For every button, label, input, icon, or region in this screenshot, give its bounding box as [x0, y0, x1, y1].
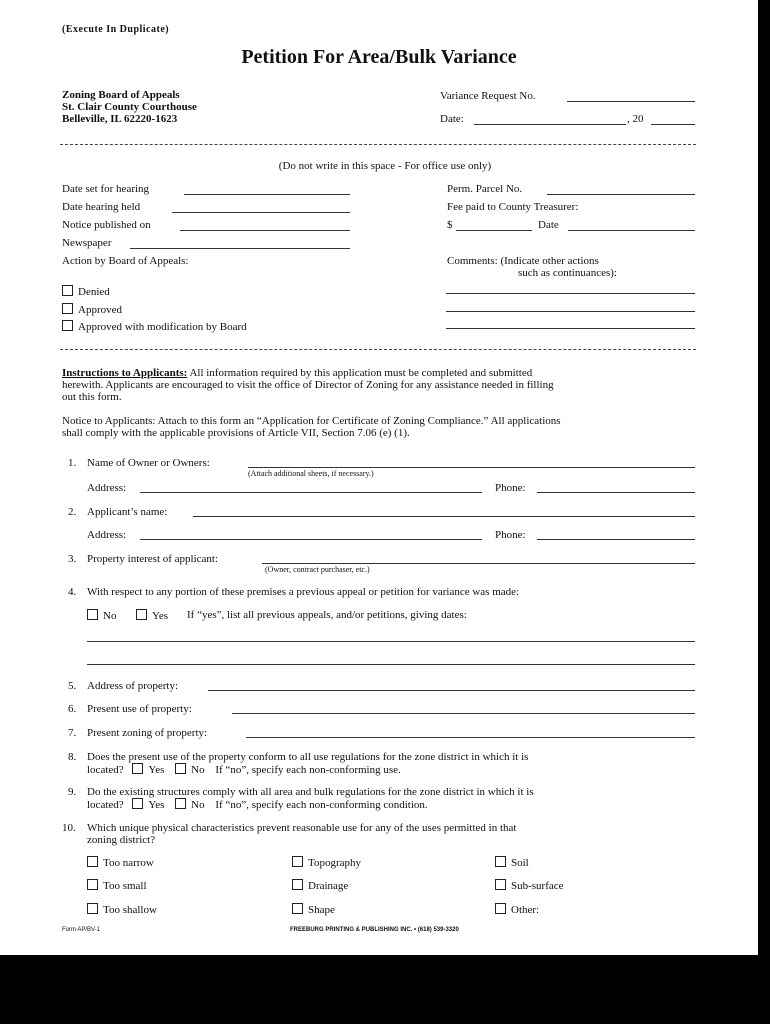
q9-line2: located? Yes No If “no”, specify each non-conforming condition.	[87, 799, 428, 811]
drainage-checkbox[interactable]	[292, 879, 303, 890]
date-set-hearing-label: Date set for hearing	[62, 183, 150, 195]
comments-label-line1: Comments: (Indicate other actions	[447, 255, 599, 267]
action-denied[interactable]: Denied	[62, 285, 110, 298]
date-set-hearing-field[interactable]	[184, 194, 350, 195]
date-hearing-held-field[interactable]	[172, 212, 350, 213]
fee-amount-field[interactable]	[456, 230, 532, 231]
option-shape[interactable]: Shape	[292, 903, 335, 916]
present-zoning-field[interactable]	[246, 737, 695, 738]
other-checkbox[interactable]	[495, 903, 506, 914]
applicant-address-field[interactable]	[140, 539, 482, 540]
variance-request-label: Variance Request No.	[440, 90, 536, 102]
q1-phone-label: Phone:	[495, 482, 526, 494]
comments-line-2[interactable]	[446, 311, 695, 312]
q2-label: Applicant’s name:	[87, 506, 168, 518]
q4-label: With respect to any portion of these premises a previous appeal or petition for variance was made:	[87, 586, 520, 598]
date-label: Date:	[440, 113, 464, 125]
q5-number: 5.	[68, 680, 77, 692]
q10-number: 10.	[62, 822, 76, 834]
owner-address-field[interactable]	[140, 492, 482, 493]
action-approved[interactable]: Approved	[62, 303, 122, 316]
q8-yes-checkbox[interactable]	[132, 763, 143, 774]
owner-name-field[interactable]	[248, 467, 695, 468]
notice-published-label: Notice published on	[62, 219, 151, 231]
too-shallow-checkbox[interactable]	[87, 903, 98, 914]
q9-yes-option[interactable]: Yes	[132, 799, 164, 811]
q8-yes-option[interactable]: Yes	[132, 764, 164, 776]
form-title: Petition For Area/Bulk Variance	[241, 46, 517, 68]
dollar-sign: $	[447, 219, 453, 231]
q8-label: Does the present use of the property conform to all use regulations for the zone district in which it is	[87, 751, 529, 763]
q4-yes-checkbox[interactable]	[136, 609, 147, 620]
q8-no-checkbox[interactable]	[175, 763, 186, 774]
date-hearing-held-label: Date hearing held	[62, 201, 141, 213]
sub-surface-checkbox[interactable]	[495, 879, 506, 890]
addressee-line3: Belleville, IL 62220-1623	[62, 113, 178, 125]
execute-note: (Execute In Duplicate)	[62, 24, 170, 35]
q9-label: Do the existing structures comply with all area and bulk regulations for the zone district in which it is	[87, 786, 534, 798]
notice-line2: shall comply with the applicable provisions of Article VII, Section 7.06 (e) (1).	[62, 427, 410, 439]
instructions-line2: herewith. Applicants are encouraged to visit the office of Director of Zoning for any assistance needed in filling	[62, 379, 554, 391]
parcel-no-field[interactable]	[547, 194, 695, 195]
newspaper-field[interactable]	[130, 248, 350, 249]
q9-no-option[interactable]: No	[175, 799, 204, 811]
present-use-field[interactable]	[232, 713, 695, 714]
applicant-name-field[interactable]	[193, 516, 695, 517]
previous-appeals-line-2[interactable]	[87, 664, 695, 665]
printer-credit: FREEBURG PRINTING & PUBLISHING INC. • (618) 539-3320	[290, 927, 459, 933]
option-other[interactable]: Other:	[495, 903, 539, 916]
office-use-heading: (Do not write in this space - For office use only)	[278, 160, 492, 172]
too-narrow-checkbox[interactable]	[87, 856, 98, 867]
checkbox-approved[interactable]	[62, 303, 73, 314]
q3-label: Property interest of applicant:	[87, 553, 219, 565]
q5-label: Address of property:	[87, 680, 179, 692]
notice-published-field[interactable]	[180, 230, 350, 231]
action-board-label: Action by Board of Appeals:	[62, 255, 189, 267]
checkbox-approved-mod[interactable]	[62, 320, 73, 331]
date-field[interactable]	[474, 124, 626, 125]
previous-appeals-line-1[interactable]	[87, 641, 695, 642]
q3-number: 3.	[68, 553, 77, 565]
scan-edge-right	[758, 0, 770, 1024]
q8-line2: located? Yes No If “no”, specify each non-conforming use.	[87, 764, 401, 776]
too-small-checkbox[interactable]	[87, 879, 98, 890]
form-number: Form AP/BV-1	[62, 927, 101, 933]
q2-number: 2.	[68, 506, 77, 518]
q10-label-line2: zoning district?	[87, 834, 156, 846]
newspaper-label: Newspaper	[62, 237, 112, 249]
topography-checkbox[interactable]	[292, 856, 303, 867]
comments-line-1[interactable]	[446, 293, 695, 294]
variance-request-field[interactable]	[567, 101, 695, 102]
option-sub-surface[interactable]: Sub-surface	[495, 879, 564, 892]
q9-yes-checkbox[interactable]	[132, 798, 143, 809]
instructions-line1: Instructions to Applicants: All information required by this application must be completed and submitted	[62, 367, 533, 379]
q4-no-checkbox[interactable]	[87, 609, 98, 620]
q8-no-option[interactable]: No	[175, 764, 204, 776]
q1-number: 1.	[68, 457, 77, 469]
action-approved-mod[interactable]: Approved with modification by Board	[62, 320, 247, 333]
addressee-line2: St. Clair County Courthouse	[62, 101, 197, 113]
scan-edge-bottom	[0, 979, 770, 1024]
property-address-field[interactable]	[208, 690, 695, 691]
year-prefix: , 20	[627, 113, 644, 125]
shape-checkbox[interactable]	[292, 903, 303, 914]
q4-if-yes-label: If “yes”, list all previous appeals, and/or petitions, giving dates:	[187, 609, 467, 621]
instructions-line3: out this form.	[62, 391, 122, 403]
q6-label: Present use of property:	[87, 703, 192, 715]
parcel-no-label: Perm. Parcel No.	[447, 183, 523, 195]
option-too-small[interactable]: Too small	[87, 879, 147, 892]
q2-address-label: Address:	[87, 529, 127, 541]
q9-number: 9.	[68, 786, 77, 798]
q2-phone-label: Phone:	[495, 529, 526, 541]
instructions-heading: Instructions to Applicants:	[62, 367, 188, 379]
option-too-narrow[interactable]: Too narrow	[87, 856, 154, 869]
year-field[interactable]	[651, 124, 695, 125]
q3-note: (Owner, contract purchaser, etc.)	[265, 565, 370, 574]
fee-date-label: Date	[538, 219, 559, 231]
comments-label-line2: such as continuances):	[518, 267, 617, 279]
q4-number: 4.	[68, 586, 77, 598]
fee-paid-label: Fee paid to County Treasurer:	[447, 201, 579, 213]
notice-line1: Notice to Applicants: Attach to this form an “Application for Certificate of Zoning Compliance.” All applications	[62, 415, 561, 427]
q10-label: Which unique physical characteristics prevent reasonable use for any of the uses permitted in that	[87, 822, 517, 834]
q1-note: (Attach additional sheets, if necessary.)	[248, 469, 374, 478]
q1-label: Name of Owner or Owners:	[87, 457, 210, 469]
addressee-line1: Zoning Board of Appeals	[62, 89, 180, 101]
comments-line-3[interactable]	[446, 328, 695, 329]
soil-checkbox[interactable]	[495, 856, 506, 867]
option-topography[interactable]: Topography	[292, 856, 361, 869]
q9-no-checkbox[interactable]	[175, 798, 186, 809]
option-drainage[interactable]: Drainage	[292, 879, 348, 892]
q4-yes-option[interactable]: Yes	[136, 609, 168, 622]
option-soil[interactable]: Soil	[495, 856, 529, 869]
fee-date-field[interactable]	[568, 230, 695, 231]
q8-number: 8.	[68, 751, 77, 763]
q7-number: 7.	[68, 727, 77, 739]
q4-no-option[interactable]: No	[87, 609, 116, 622]
q7-label: Present zoning of property:	[87, 727, 208, 739]
q1-address-label: Address:	[87, 482, 127, 494]
divider-top	[60, 144, 696, 145]
checkbox-denied[interactable]	[62, 285, 73, 296]
option-too-shallow[interactable]: Too shallow	[87, 903, 157, 916]
owner-phone-field[interactable]	[537, 492, 695, 493]
applicant-phone-field[interactable]	[537, 539, 695, 540]
q6-number: 6.	[68, 703, 77, 715]
divider-middle	[60, 349, 696, 350]
property-interest-field[interactable]	[262, 563, 695, 564]
